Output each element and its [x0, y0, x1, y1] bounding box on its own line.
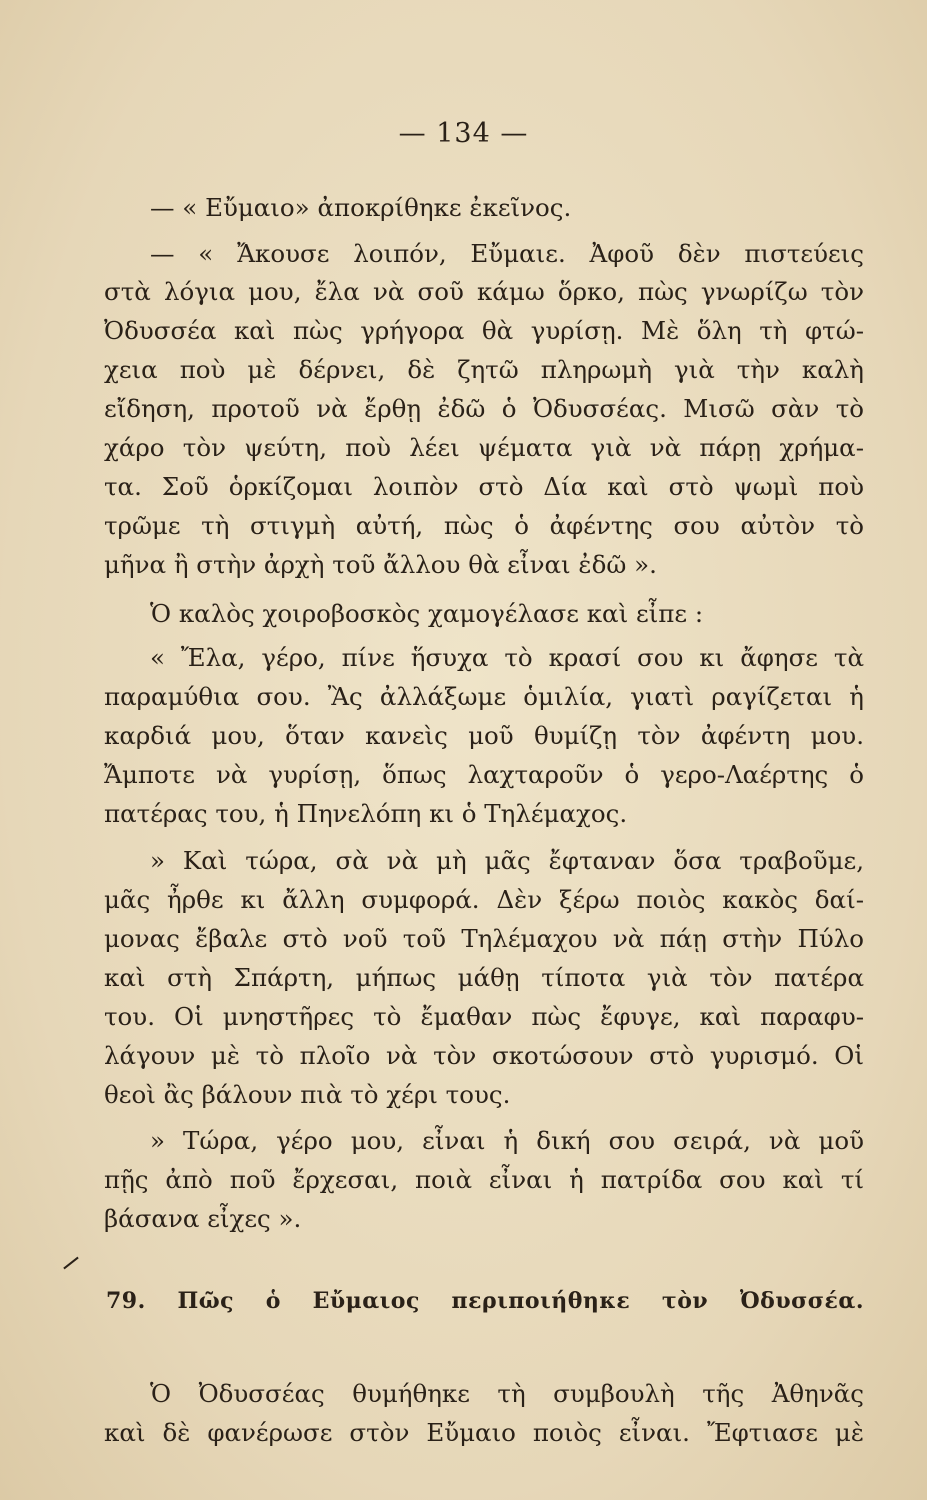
text-line: » Καὶ τώρα, σὰ νὰ μὴ μᾶς ἔφταναν ὅσα τραβοῦμε, — [150, 846, 864, 875]
text-line: μῆνα ἢ στὴν ἀρχὴ τοῦ ἄλλου θὰ εἶναι ἐδῶ ». — [104, 550, 657, 579]
text-line: του. Οἱ μνηστῆρες τὸ ἔμαθαν πὼς ἔφυγε, καὶ παραφυ- — [104, 1002, 864, 1031]
text-line: καὶ στὴ Σπάρτη, μήπως μάθῃ τίποτα γιὰ τὸν πατέρα — [104, 963, 864, 992]
text-line: « Ἔλα, γέρο, πίνε ἥσυχα τὸ κρασί σου κι ἄφησε τὰ — [150, 643, 864, 672]
text-line: τα. Σοῦ ὁρκίζομαι λοιπὸν στὸ Δία καὶ στὸ ψωμὶ ποὺ — [104, 472, 864, 501]
text-line: θεοὶ ἂς βάλουν πιὰ τὸ χέρι τους. — [104, 1080, 511, 1109]
pencil-mark — [63, 1257, 78, 1270]
text-line: καρδιά μου, ὅταν κανεὶς μοῦ θυμίζῃ τὸν ἀφέντη μου. — [104, 721, 864, 750]
text-line: εἴδηση, προτοῦ νὰ ἔρθῃ ἐδῶ ὁ Ὀδυσσέας. Μισῶ σὰν τὸ — [104, 394, 864, 423]
text-line: Ἄμποτε νὰ γυρίσῃ, ὅπως λαχταροῦν ὁ γερο-Λαέρτης ὁ — [104, 760, 864, 789]
text-line: παραμύθια σου. Ἂς ἀλλάξωμε ὁμιλία, γιατὶ ραγίζεται ἡ — [104, 682, 864, 711]
text-line: χεια ποὺ μὲ δέρνει, δὲ ζητῶ πληρωμὴ γιὰ τὴν καλὴ — [104, 355, 864, 384]
text-line: Ὁ Ὀδυσσέας θυμήθηκε τὴ συμβουλὴ τῆς Ἀθηνᾶς — [150, 1379, 864, 1408]
text-line: Ὀδυσσέα καὶ πὼς γρήγορα θὰ γυρίσῃ. Μὲ ὅλη τὴ φτώ- — [104, 316, 864, 345]
text-line: Ὁ καλὸς χοιροβοσκὸς χαμογέλασε καὶ εἶπε : — [150, 599, 704, 628]
text-line: στὰ λόγια μου, ἔλα νὰ σοῦ κάμω ὅρκο, πὼς γνωρίζω τὸν — [104, 277, 864, 306]
text-line: — « Εὔμαιο» ἀποκρίθηκε ἐκεῖνος. — [150, 193, 572, 222]
text-line: βάσανα εἶχες ». — [104, 1204, 302, 1233]
text-line: πατέρας του, ἡ Πηνελόπη κι ὁ Τηλέμαχος. — [104, 799, 628, 828]
text-line: τρῶμε τὴ στιγμὴ αὐτή, πὼς ὁ ἀφέντης σου αὐτὸν τὸ — [104, 511, 864, 540]
text-line: — « Ἄκουσε λοιπόν, Εὔμαιε. Ἀφοῦ δὲν πιστεύεις — [150, 239, 864, 268]
text-line: πῇς ἀπὸ ποῦ ἔρχεσαι, ποιὰ εἶναι ἡ πατρίδα σου καὶ τί — [104, 1165, 864, 1194]
text-line: χάρο τὸν ψεύτη, ποὺ λέει ψέματα γιὰ νὰ πάρῃ χρήμα- — [104, 433, 864, 462]
text-line: λάγουν μὲ τὸ πλοῖο νὰ τὸν σκοτώσουν στὸ γυρισμό. Οἱ — [104, 1041, 864, 1070]
text-line: μᾶς ἦρθε κι ἄλλη συμφορά. Δὲν ξέρω ποιὸς κακὸς δαί- — [104, 885, 864, 914]
text-line: καὶ δὲ φανέρωσε στὸν Εὔμαιο ποιὸς εἶναι. Ἔφτιασε μὲ — [104, 1418, 864, 1447]
text-line: » Τώρα, γέρο μου, εἶναι ἡ δική σου σειρά, νὰ μοῦ — [150, 1126, 864, 1155]
section-heading: 79. Πῶς ὁ Εὔμαιος περιποιήθηκε τὸν Ὀδυσσέα. — [106, 1288, 864, 1314]
text-line: μονας ἔβαλε στὸ νοῦ τοῦ Τηλέμαχου νὰ πάῃ στὴν Πύλο — [104, 924, 864, 953]
page-number: — 134 — — [398, 118, 529, 149]
